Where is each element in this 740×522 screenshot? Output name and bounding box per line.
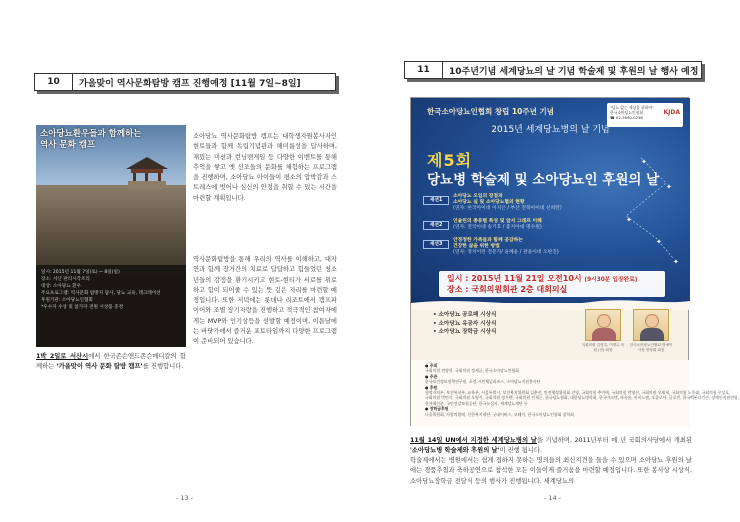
section-title: 가을맞이 역사문화탐방 캠프 진행예정 [11월 7일~8일]	[79, 78, 301, 89]
session-text	[453, 194, 613, 213]
pavilion-icon	[124, 155, 170, 189]
sponsor-line: 국회의원 박민식, 국회의원 오영식, 국회의원 정우택, 국회의원 인재근, 한국당뇨협회, 대한당뇨병학회, 한국마크텍, 바슈롬, 비비노랩, 오클로아, 글로빈, 한국벡톤디킨슨, 장애인직원연합,	[425, 395, 739, 401]
star-icon: ✦	[673, 258, 679, 266]
poster-title	[40, 129, 182, 151]
poster-info	[36, 265, 186, 347]
symposium-poster	[410, 97, 739, 426]
person-body	[592, 328, 616, 341]
star-icon: ✦	[656, 238, 662, 246]
sponsor-line: 한겨레신문, 국민건강보험공단, 한국녹십자, 세계당뇨재단 등	[425, 400, 528, 406]
closing-quote: ‘가을맞이 역사 문화 탐방 캠프’	[56, 363, 143, 371]
event-place: 장소 : 국회의원회관 2층 대회의실	[447, 285, 568, 294]
person-face	[645, 314, 659, 328]
session-item	[423, 219, 613, 235]
poster-headline-number: 제5회	[427, 151, 473, 170]
closing-text: 에서 한국존슨앤드존슨메디칼의 함께하는	[36, 353, 186, 371]
page-number: - 13 -	[176, 494, 194, 502]
session-line: 소아당뇨 오입의 장점과	[453, 194, 503, 199]
sponsor-label: ● 주최	[425, 363, 438, 368]
section-header-11	[404, 61, 702, 79]
right-page	[370, 0, 740, 522]
award-item: • 소아당뇨 공로패 시상식	[433, 312, 497, 318]
intro-paragraph: 소아당뇨 역사문화탐방 캠프는 대학생자원봉사자인 현토들과 함께 독립기념관과 해미릅성을 답사하며, 재밌는 미션과 런닝맨게임 등 다양한 이벤트를 통해 추억을 쌓고 옛 선조들의 문화를 체험하는 프로그램을 진행하며, 소아당뇨 아이들이 평소의 압박감과 스트레스에 벗어나 심신의 안정을 취할 수 있는 시간을 마련할 계획입니다.	[193, 133, 337, 202]
event-date	[447, 273, 637, 284]
person-face	[597, 314, 611, 328]
poster-subtitle: 2015년 세계당뇨병의 날 기념	[491, 125, 610, 135]
event-date-highlight: 11월 14일 UN에서 지정한 세계당뇨병의 날	[410, 437, 537, 444]
session-badge: 세션2	[423, 221, 449, 230]
session-badge: 세션3	[423, 240, 449, 249]
sponsor-label: ● 장학금후원	[425, 406, 449, 412]
event-text: 이 진행 됩니다.	[499, 447, 543, 455]
session-line: 소아당뇨 실 및 소아당뇨협의 현황	[453, 200, 525, 206]
event-date-place	[439, 271, 665, 297]
session-badge: 세션1	[423, 196, 449, 205]
sponsor-line: 한국보건정보정책연구원, 포럼-시민체널리즈스, 소아당뇨지원봉사단	[425, 379, 541, 385]
host-photo-caption: 한국소아당뇨인협회 명예이사장 현정회 회장	[629, 343, 673, 352]
session-text	[453, 219, 613, 231]
session-item	[423, 194, 613, 216]
session-line: 건강한 삶을 위한 방법	[453, 244, 500, 250]
event-title-quote: '소아당뇨병 학술제와 후원의 날'	[410, 447, 500, 455]
session-list	[423, 194, 613, 263]
sponsor-list	[411, 360, 739, 427]
session-item	[423, 238, 613, 260]
poster-title-line: 역사 문화 캠프	[40, 140, 96, 150]
event-paragraph	[410, 436, 692, 457]
closing-paragraph	[36, 352, 186, 373]
poster-fortress-wall	[36, 185, 186, 275]
poster-headline: 당뇨병 학술제 및 소아당뇨인 후원의 날	[427, 172, 660, 188]
person-body	[640, 328, 664, 341]
session-text	[453, 238, 613, 257]
logo-line: "당뇨 없는 세상을 위하여"	[610, 105, 654, 110]
logo-line: 한국소아당뇨인협회	[610, 110, 644, 116]
page-number: - 14 -	[544, 494, 562, 502]
poster-info-line: 장소: 서산 관리시각조리	[41, 277, 90, 282]
event-text: 을 기념하며, 2011년부터 매 년 국회의사당에서 개최된	[536, 437, 693, 444]
logo-line: ☎ 02-2690-0296	[610, 115, 643, 121]
award-item: • 소아당뇨 장학금 시상식	[433, 329, 497, 335]
section-header-10	[34, 73, 336, 91]
session-line: (연자: 한국아이대 이지은 / 부산 전북아이대 신희만)	[453, 206, 562, 212]
award-section	[411, 303, 690, 361]
sponsor-label: ● 후원	[425, 384, 438, 390]
event-date-label: 일시 : 2015년 11월 21일 오전10시	[447, 274, 582, 283]
event-date-note: (9시30분 입장완료)	[584, 277, 638, 283]
poster-info-line: *우수자 수상 및 참가자 전원 시상품 증정	[41, 305, 124, 310]
event-paragraph-2: 학술제에서는 병원에서는 쉽게 접하지 못하는 명의들의 최신지견을 들을 수 있으며 소아당뇨 후원의 날에는 경품추첨과 축하공연으로 참석한 모든 이들이게 즐거움을 마련할 예정입니다. 또한 봉사상 시상식, 소아당뇨장학금 전달식 등의 행사가 진행됩니다. 세계당뇨의	[410, 457, 692, 485]
sponsor-label: ● 주관	[425, 373, 438, 379]
poster-title-line: 소아당뇨환우들과 함께하는	[40, 129, 142, 139]
section-number: 10	[35, 74, 73, 90]
section-number: 11	[405, 62, 443, 78]
poster-info-line: 일시: 2015년 11월 7일(토) ~ 8일(일)	[41, 270, 120, 275]
section-title: 10주년기념 세계당뇨의 날 기념 학술제 및 후원의 날 행사 예정	[449, 66, 699, 77]
award-list	[433, 311, 496, 337]
closing-text: 를 진행합니다.	[142, 363, 184, 371]
host-photo	[633, 309, 669, 341]
association-logo: KJDA	[663, 109, 680, 116]
poster-brand: 한국소아당뇨인협회 창립 10주년 기념	[427, 107, 554, 116]
session-line: (연자: 전국아대 송기호 / 좋지아대 명수원)	[453, 225, 542, 231]
sponsor-line: 국회의원 전병헌, 국회의원 정세균, 한국소아당뇨인협회	[425, 368, 519, 374]
award-item: • 소아당뇨 유공자 시상식	[433, 320, 497, 327]
camp-poster	[36, 125, 186, 347]
sponsor-line: 행정자치부, 보건복지부, 교육부, 서울특별시, 보건복지위원회 김춘진, 안전행정위원회 진영, 국회의원 추미애, 국회의원 박영선, 국회의원 오제세, 국회의원 노웅래, 국회의원 우상호,	[425, 390, 731, 396]
host-photo-caption: 국회의원 김영록, 이명수 의원 (전) 회장	[581, 343, 625, 352]
host-photo	[585, 309, 621, 341]
star-icon: ✦	[626, 216, 632, 224]
session-line: 인슐린의 종류별 특성 및 앞서 그래프 이해	[453, 219, 542, 224]
sponsor-line: 다음위원회, 사랑의열매, 신한복지재단, 굿네이버스, 코웨이, 한국소아당뇨인협회 장학회	[425, 411, 574, 417]
poster-info-line: 주요프로그램: 역사문화 탐방지 답사, 당뇨 교육, 레크레이션	[41, 291, 161, 296]
session-line: (연자: 정치이런 전문가/ 윤혜윤 / 관을이대 오판진)	[453, 250, 559, 256]
session-line: 안정정한 가족들과 함께 공감하는	[453, 238, 523, 243]
closing-bold: 1박 2일로 서산시	[36, 353, 89, 360]
poster-info-line: 대상: 소아당뇨 환우	[41, 284, 81, 289]
star-icon: ✦	[641, 158, 647, 166]
star-icon: ✦	[666, 183, 672, 191]
second-paragraph: 역사문화탐방을 통해 우리의 역사를 이해하고, 대자연과 함께 장거간의 치료로 답답하고 힘들었던 청소년들의 감정을 환기시키고 현토-현티가 서로를 위로하고 힘이 되어줄 수 있는 뜻 깊은 자리를 마련할 예정입니다. 또한 저녁에는 롯데나 리조트에서 캠프파이어와 조별 장기자랑을 진행하고 적극적인 참여자에게는 MVP와 인기상등을 선발할 예정이며, 이튿날에는 바닷가에서 즐거운 포토타임까지 다양한 프로그램이 준비되어 있습니다.	[193, 256, 337, 346]
poster-info-line: 후원기관: 소아당뇨인협회	[41, 298, 93, 303]
